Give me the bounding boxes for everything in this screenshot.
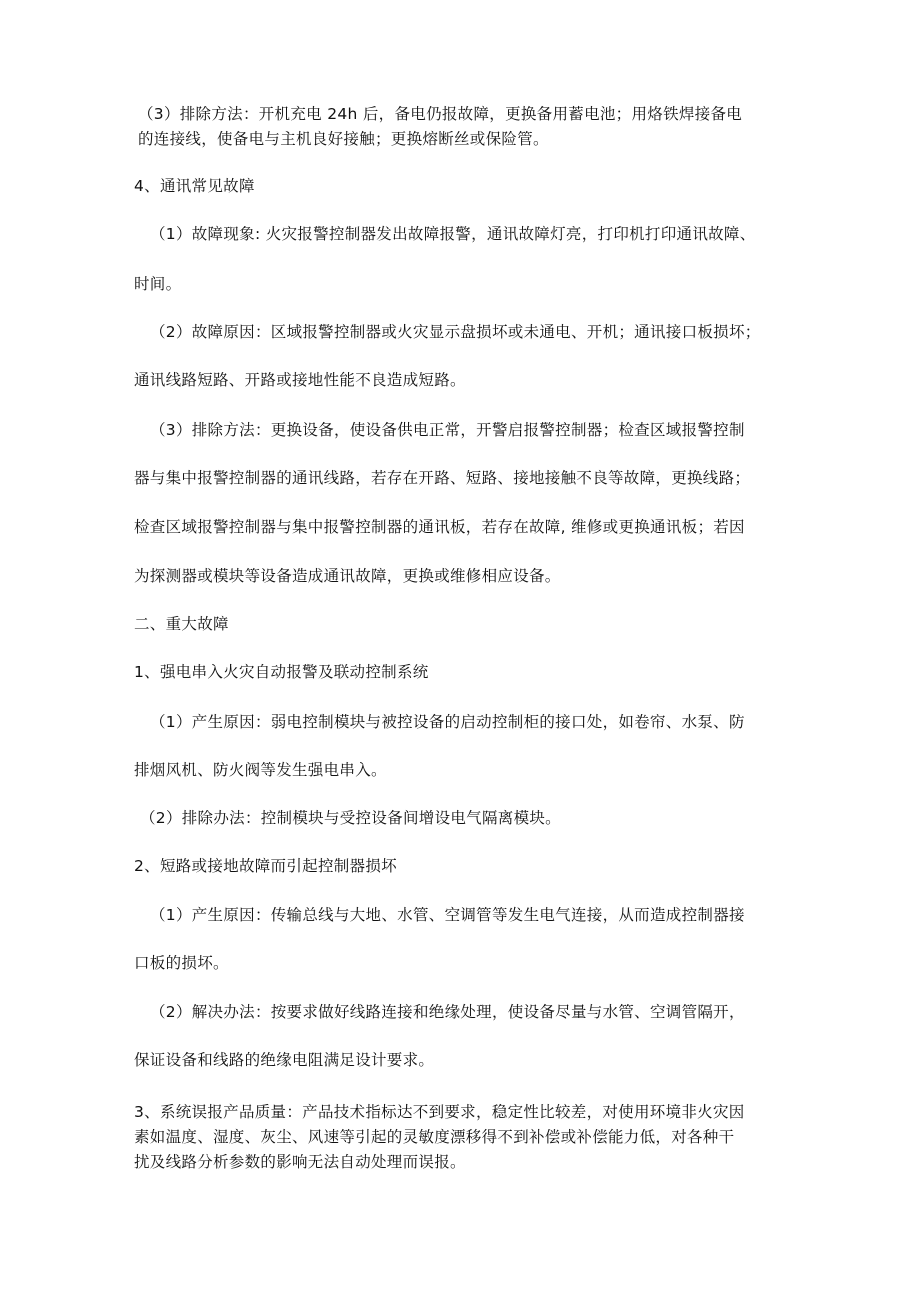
paragraph-line: 保证设备和线路的绝缘电阻满足设计要求。 [134, 1051, 435, 1069]
paragraph-line: 时间。 [134, 275, 182, 293]
paragraph-line: （1）产生原因：传输总线与大地、水管、空调管等发生电气连接，从而造成控制器接 [150, 906, 745, 924]
paragraph-line: 器与集中报警控制器的通讯线路，若存在开路、短路、接地接触不良等故障，更换线路； [134, 469, 751, 487]
paragraph-line: 口板的损坏。 [134, 954, 229, 972]
text-line: 3、系统误报产品质量：产品技术指标达不到要求，稳定性比较差，对使用环境非火灾因 [134, 1103, 745, 1121]
subsection-heading: 1、强电串入火灾自动报警及联动控制系统 [134, 663, 429, 681]
paragraph-line: （2）故障原因：区域报警控制器或火灾显示盘损坏或未通电、开机；通讯接口板损坏； [150, 323, 761, 341]
paragraph-line: （3）排除方法：更换设备，使设备供电正常，开警启报警控制器；检查区域报警控制 [150, 421, 745, 439]
text-line: 扰及线路分析参数的影响无法自动处理而误报。 [134, 1153, 466, 1171]
paragraph-line: 通讯线路短路、开路或接地性能不良造成短路。 [134, 371, 466, 389]
text-line: 的连接线，使备电与主机良好接触；更换熔断丝或保险管。 [138, 130, 549, 148]
section-heading: 二、重大故障 [134, 615, 229, 633]
subsection-heading: 2、短路或接地故障而引起控制器损坏 [134, 857, 397, 875]
paragraph-line: （2）解决办法：按要求做好线路连接和绝缘处理，使设备尽量与水管、空调管隔开， [150, 1003, 745, 1021]
paragraph-line: （1）产生原因：弱电控制模块与被控设备的启动控制柜的接口处，如卷帘、水泵、防 [150, 713, 745, 731]
paragraph-line: 为探测器或模块等设备造成通讯故障，更换或维修相应设备。 [134, 567, 561, 585]
section-heading: 4、通讯常见故障 [134, 177, 255, 195]
text-line: （3）排除方法：开机充电 24h 后，备电仍报故障，更换备用蓄电池；用烙铁焊接备电 [138, 105, 743, 123]
paragraph [138, 102, 742, 152]
paragraph-line: （1）故障现象: 火灾报警控制器发出故障报警，通讯故障灯亮，打印机打印通讯故障、 [150, 225, 756, 243]
text-line: 素如温度、湿度、灰尘、风速等引起的灵敏度漂移得不到补偿或补偿能力低，对各种干 [134, 1128, 735, 1146]
paragraph-line: （2）排除办法：控制模块与受控设备间增设电气隔离模块。 [140, 809, 561, 827]
paragraph-line: 检查区域报警控制器与集中报警控制器的通讯板，若存在故障, 维修或更换通讯板；若因 [134, 518, 745, 536]
paragraph [134, 1100, 745, 1175]
paragraph-line: 排烟风机、防火阀等发生强电串入。 [134, 761, 387, 779]
